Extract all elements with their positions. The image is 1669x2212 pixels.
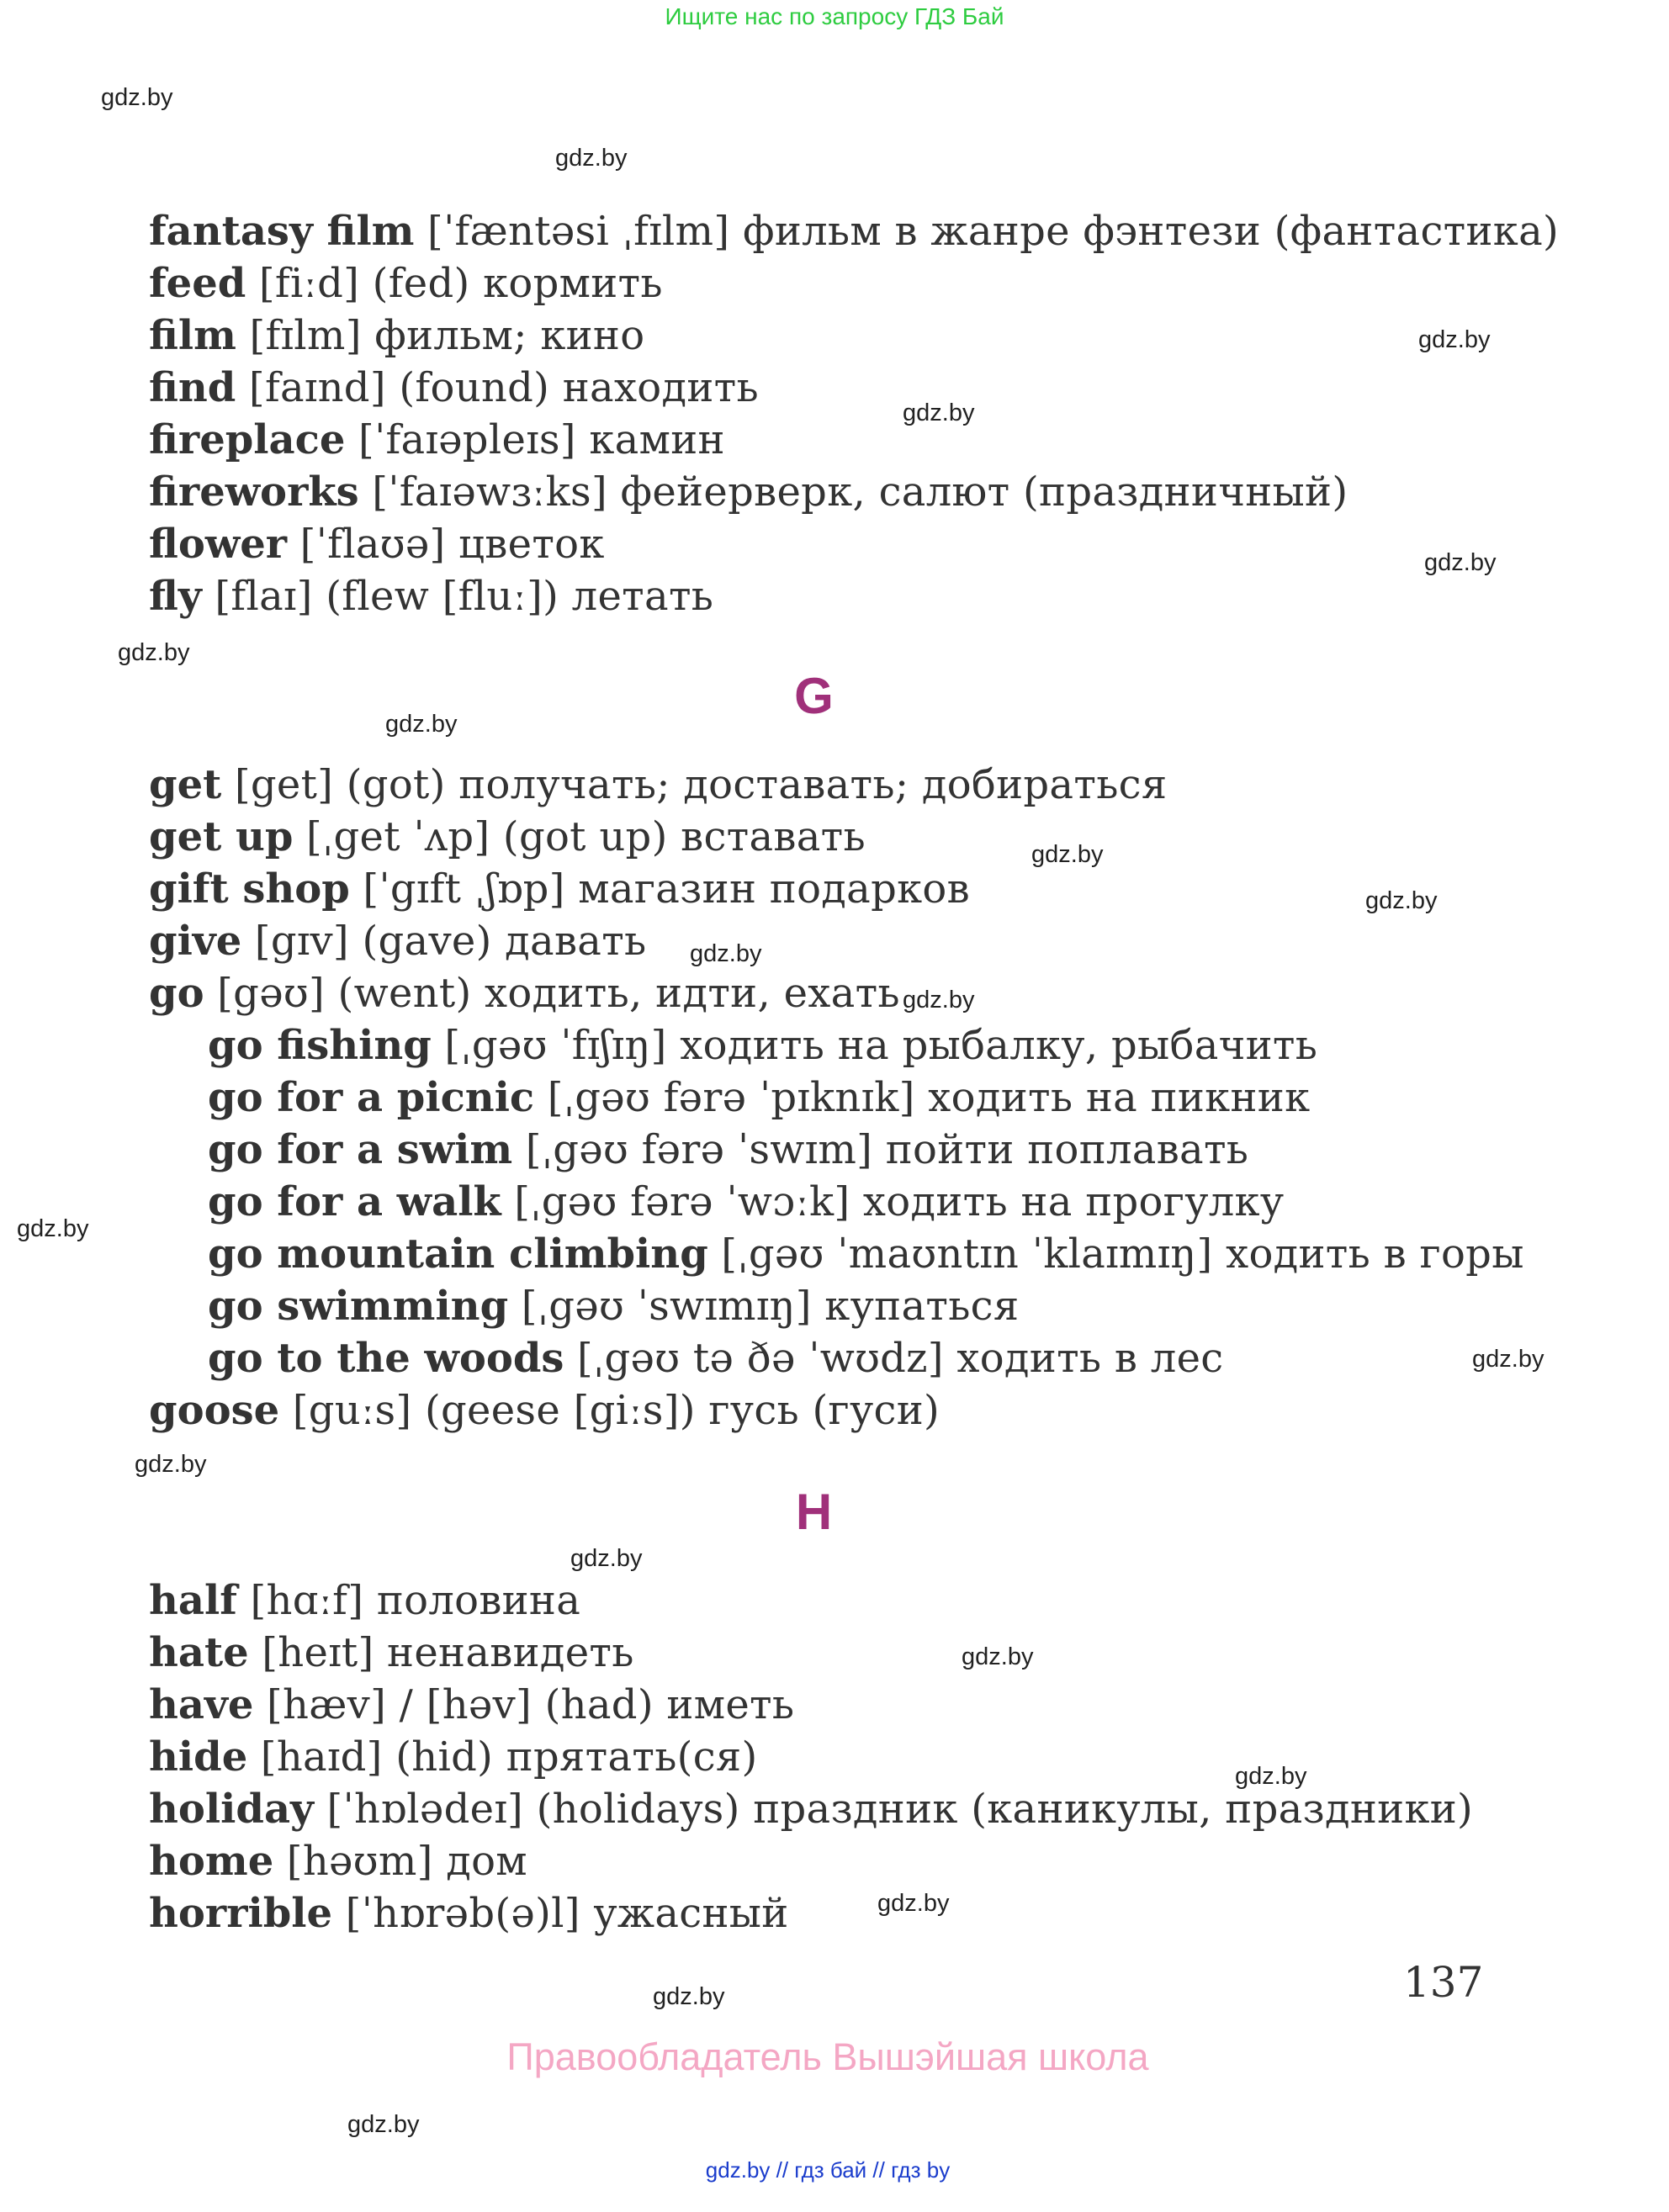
dictionary-subentry bbox=[149, 1280, 1524, 1332]
gloss: [ˈfæntəsi ˌfɪlm] фильм в жанре фэнтези (фантастика) bbox=[414, 208, 1560, 255]
headword: fireworks bbox=[149, 468, 359, 516]
dictionary-entry bbox=[149, 1887, 1473, 1939]
headword: go to the woods bbox=[208, 1335, 564, 1382]
page-number: 137 bbox=[1403, 1958, 1484, 2007]
section-g-entries bbox=[149, 759, 1524, 1437]
watermark: gdz.by bbox=[903, 987, 975, 1013]
dictionary-entry bbox=[149, 1731, 1473, 1783]
letter-heading-g: G bbox=[794, 668, 834, 724]
gloss: [guːs] (geese [giːs]) гусь (гуси) bbox=[279, 1387, 940, 1434]
headword: give bbox=[149, 918, 242, 965]
dictionary-subentry bbox=[149, 1072, 1524, 1124]
headword: feed bbox=[149, 260, 246, 307]
headword: half bbox=[149, 1577, 237, 1624]
footer-links[interactable]: gdz.by // гдз бай // гдз by bbox=[705, 2157, 951, 2183]
gloss: [ˌgəʊ fərə ˈpɪknɪk] ходить на пикник bbox=[534, 1074, 1311, 1121]
headword: gift shop bbox=[149, 865, 350, 913]
dictionary-subentry bbox=[149, 1019, 1524, 1072]
watermark: gdz.by bbox=[118, 639, 190, 666]
dictionary-subentry bbox=[149, 1332, 1524, 1384]
watermark: gdz.by bbox=[1235, 1763, 1307, 1790]
gloss: [faɪnd] (found) находить bbox=[236, 364, 759, 411]
gloss: [haɪd] (hid) прятать(ся) bbox=[247, 1733, 758, 1781]
watermark: gdz.by bbox=[962, 1643, 1034, 1670]
dictionary-subentry bbox=[149, 1124, 1524, 1176]
dictionary-entry bbox=[149, 863, 1524, 915]
top-banner[interactable]: Ищите нас по запросу ГДЗ Бай bbox=[665, 3, 1004, 29]
gloss: [heɪt] ненавидеть bbox=[248, 1629, 634, 1676]
headword: fantasy film bbox=[149, 208, 415, 255]
gloss: [ˈhɒlədeɪ] (holidays) праздник (каникулы, праздники) bbox=[313, 1786, 1474, 1833]
gloss: [ˈgɪft ˌʃɒp] магазин подарков bbox=[349, 865, 970, 913]
gloss: [ˌget ˈʌp] (got up) вставать bbox=[293, 813, 866, 860]
headword: go for a walk bbox=[208, 1178, 501, 1225]
headword: goose bbox=[149, 1387, 280, 1434]
headword: hate bbox=[149, 1629, 249, 1676]
watermark: gdz.by bbox=[17, 1215, 89, 1242]
gloss: [ˌgəʊ tə ðə ˈwʊdz] ходить в лес bbox=[564, 1335, 1224, 1382]
dictionary-entry bbox=[149, 570, 1559, 622]
watermark: gdz.by bbox=[385, 711, 458, 738]
dictionary-entry bbox=[149, 1679, 1473, 1731]
headword: fireplace bbox=[149, 416, 346, 463]
headword: go swimming bbox=[208, 1283, 509, 1330]
gloss: [fiːd] (fed) кормить bbox=[246, 260, 663, 307]
headword: go mountain climbing bbox=[208, 1230, 708, 1278]
dictionary-entry bbox=[149, 518, 1559, 570]
dictionary-subentry bbox=[149, 1228, 1524, 1280]
copyright-owner-notice: Правообладатель Вышэйшая школа bbox=[506, 2035, 1149, 2078]
headword: go bbox=[149, 970, 204, 1017]
gloss: [gɪv] (gave) давать bbox=[241, 918, 647, 965]
dictionary-entry bbox=[149, 414, 1559, 466]
gloss: [ˌgəʊ ˈswɪmɪŋ] купаться bbox=[508, 1283, 1020, 1330]
watermark: gdz.by bbox=[877, 1890, 950, 1917]
headword: home bbox=[149, 1838, 274, 1885]
headword: go fishing bbox=[208, 1022, 432, 1069]
watermark: gdz.by bbox=[570, 1545, 643, 1572]
dictionary-entry bbox=[149, 1627, 1473, 1679]
headword: fly bbox=[149, 573, 202, 620]
headword: go for a picnic bbox=[208, 1074, 535, 1121]
watermark: gdz.by bbox=[1365, 887, 1438, 914]
watermark: gdz.by bbox=[347, 2111, 420, 2138]
dictionary-entry bbox=[149, 1384, 1524, 1437]
headword: flower bbox=[149, 521, 288, 568]
headword: horrible bbox=[149, 1890, 333, 1937]
watermark: gdz.by bbox=[690, 940, 762, 967]
gloss: [ˈfaɪəwɜːks] фейерверк, салют (праздничный) bbox=[358, 468, 1348, 516]
section-h-entries bbox=[149, 1574, 1473, 1939]
watermark: gdz.by bbox=[1031, 841, 1104, 868]
watermark: gdz.by bbox=[135, 1451, 207, 1478]
gloss: [ˌgəʊ ˈmaʊntɪn ˈklaɪmɪŋ] ходить в горы bbox=[707, 1230, 1524, 1278]
gloss: [ˈhɒrəb(ə)l] ужасный bbox=[332, 1890, 789, 1937]
gloss: [get] (got) получать; доставать; добираться bbox=[221, 761, 1168, 808]
gloss: [hæv] / [həv] (had) иметь bbox=[253, 1681, 795, 1728]
gloss: [ˌgəʊ fərə ˈswɪm] пойти поплавать bbox=[512, 1126, 1249, 1173]
dictionary-entry bbox=[149, 1835, 1473, 1887]
watermark: gdz.by bbox=[1472, 1346, 1544, 1373]
dictionary-subentry bbox=[149, 1176, 1524, 1228]
dictionary-entry bbox=[149, 257, 1559, 310]
gloss: [həʊm] дом bbox=[273, 1838, 527, 1885]
watermark: gdz.by bbox=[653, 1983, 725, 2010]
gloss: [ˈflaʊə] цветок bbox=[287, 521, 605, 568]
dictionary-entry bbox=[149, 205, 1559, 257]
headword: holiday bbox=[149, 1786, 314, 1833]
headword: have bbox=[149, 1681, 254, 1728]
gloss: [ˌgəʊ ˈfɪʃɪŋ] ходить на рыбалку, рыбачить bbox=[431, 1022, 1318, 1069]
headword: get up bbox=[149, 813, 294, 860]
dictionary-entry bbox=[149, 466, 1559, 518]
dictionary-entry bbox=[149, 1783, 1473, 1835]
dictionary-entry bbox=[149, 759, 1524, 811]
headword: hide bbox=[149, 1733, 248, 1781]
watermark: gdz.by bbox=[555, 145, 628, 172]
gloss: [flaɪ] (flew [fluː]) летать bbox=[201, 573, 714, 620]
dictionary-entry bbox=[149, 915, 1524, 967]
dictionary-entry bbox=[149, 362, 1559, 414]
dictionary-entry bbox=[149, 811, 1524, 863]
dictionary-entry bbox=[149, 1574, 1473, 1627]
watermark: gdz.by bbox=[101, 84, 173, 111]
headword: get bbox=[149, 761, 222, 808]
gloss: [gəʊ] (went) ходить, идти, ехать bbox=[204, 970, 900, 1017]
gloss: [fɪlm] фильм; кино bbox=[236, 312, 645, 359]
dictionary-entry bbox=[149, 310, 1559, 362]
section-f-entries bbox=[149, 205, 1559, 622]
gloss: [ˌgəʊ fərə ˈwɔːk] ходить на прогулку bbox=[501, 1178, 1285, 1225]
headword: film bbox=[149, 312, 236, 359]
dictionary-entry bbox=[149, 967, 1524, 1019]
letter-heading-h: H bbox=[795, 1484, 833, 1540]
gloss: [hɑːf] половина bbox=[236, 1577, 581, 1624]
headword: go for a swim bbox=[208, 1126, 513, 1173]
watermark: gdz.by bbox=[903, 400, 975, 426]
headword: find bbox=[149, 364, 236, 411]
watermark: gdz.by bbox=[1418, 326, 1491, 353]
watermark: gdz.by bbox=[1424, 549, 1497, 576]
gloss: [ˈfaɪəpleɪs] камин bbox=[345, 416, 725, 463]
